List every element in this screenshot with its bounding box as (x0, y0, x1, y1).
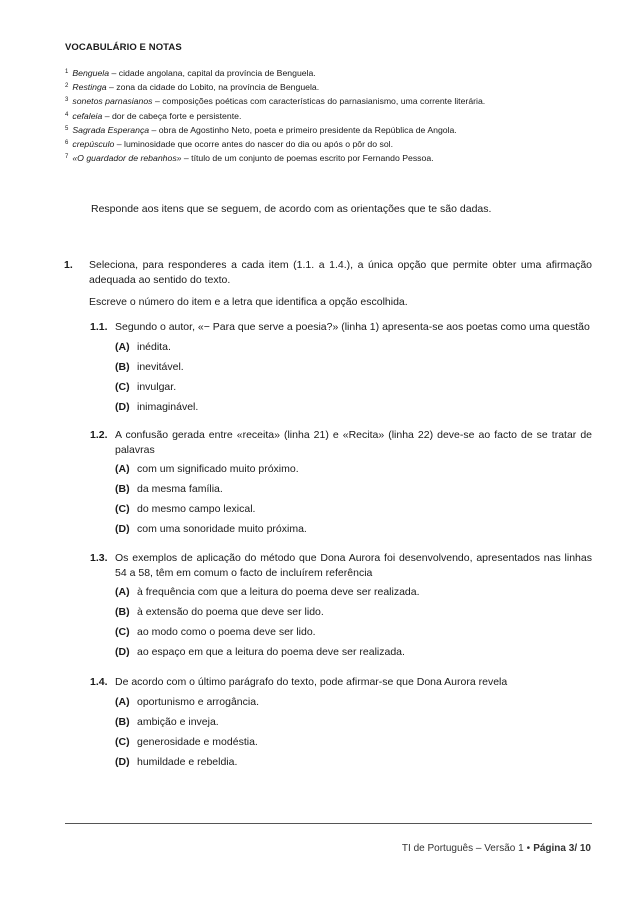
instructions: Responde aos itens que se seguem, de acordo com as orientações que te são dadas. (91, 203, 492, 215)
item-number: 1.1. (90, 321, 108, 333)
question-1 (64, 258, 592, 310)
question-number: 1. (64, 259, 73, 271)
option-a[interactable]: (A) inédita. (115, 341, 171, 353)
option-c[interactable]: (C) do mesmo campo lexical. (115, 503, 256, 515)
option-d[interactable]: (D) ao espaço em que a leitura do poema deve ser realizada. (115, 646, 405, 658)
note-item: $^3$ sonetos parnasianos – composições poéticas com características do parnasianismo, uma corrente literária. (65, 96, 486, 107)
option-d[interactable]: (D) humildade e rebeldia. (115, 756, 238, 768)
option-c[interactable]: (C) generosidade e modéstia. (115, 736, 258, 748)
item-text: A confusão gerada entre «receita» (linha 21) e «Recita» (linha 22) deve-se ao facto de se tratar de palavras (115, 429, 592, 456)
item-text: De acordo com o último parágrafo do texto, pode afirmar-se que Dona Aurora revela (115, 676, 508, 688)
item-1-4 (90, 675, 592, 768)
option-c[interactable]: (C) ao modo como o poema deve ser lido. (115, 626, 316, 638)
option-d[interactable]: (D) com uma sonoridade muito próxima. (115, 523, 307, 535)
item-text: Segundo o autor, «− Para que serve a poesia?» (linha 1) apresenta-se aos poetas como uma questão (115, 321, 590, 333)
note-item: $^6$ crepúsculo – luminosidade que ocorre antes do nascer do dia ou após o pôr do sol. (65, 139, 394, 150)
page-footer (402, 843, 591, 854)
option-d[interactable]: (D) inimaginável. (115, 401, 199, 413)
option-b[interactable]: (B) inevitável. (115, 361, 184, 373)
item-1-3 (90, 551, 592, 658)
option-b[interactable]: (B) ambição e inveja. (115, 716, 219, 728)
vocab-title: VOCABULÁRIO E NOTAS (65, 42, 182, 53)
option-b[interactable]: (B) da mesma família. (115, 483, 223, 495)
option-a[interactable]: (A) oportunismo e arrogância. (115, 696, 259, 708)
option-a[interactable]: (A) com um significado muito próximo. (115, 463, 299, 475)
item-1-1 (90, 320, 592, 413)
note-item: $^7$ «O guardador de rebanhos» – título de um conjunto de poemas escrito por Fernando Pessoa. (65, 153, 434, 164)
question-text: Seleciona, para responderes a cada item (1.1. a 1.4.), a única opção que permite obter uma afirmação adequada ao sentido do texto. (89, 259, 592, 286)
footer-separator: • (526, 843, 531, 854)
note-item: $^2$ Restinga – zona da cidade do Lobito, na província de Benguela. (65, 82, 320, 93)
item-number: 1.3. (90, 552, 108, 564)
footer-divider (65, 823, 592, 824)
note-item: $^4$ cefaleia – dor de cabeça forte e persistente. (65, 110, 242, 121)
item-1-2 (90, 428, 592, 535)
option-b[interactable]: (B) à extensão do poema que deve ser lido. (115, 606, 324, 618)
vocab-notes (65, 66, 605, 165)
item-number: 1.2. (90, 429, 108, 441)
note-item: $^5$ Sagrada Esperança – obra de Agostinho Neto, poeta e primeiro presidente da República de Angola. (65, 124, 457, 135)
option-c[interactable]: (C) invulgar. (115, 381, 177, 393)
question-subtext: Escreve o número do item e a letra que identifica a opção escolhida. (89, 296, 408, 308)
footer-doc-title: TI de Português – Versão 1 (401, 843, 524, 854)
item-text: Os exemplos de aplicação do método que Dona Aurora foi desenvolvendo, apresentados nas linhas 54 a 58, têm em comum o facto de incluírem referência (115, 552, 592, 579)
footer-page-number: Página 3/ 10 (533, 843, 591, 854)
note-item: $^1$ Benguela – cidade angolana, capital da província de Benguela. (65, 68, 316, 78)
option-a[interactable]: (A) à frequência com que a leitura do poema deve ser realizada. (115, 586, 420, 598)
item-number: 1.4. (90, 676, 108, 688)
